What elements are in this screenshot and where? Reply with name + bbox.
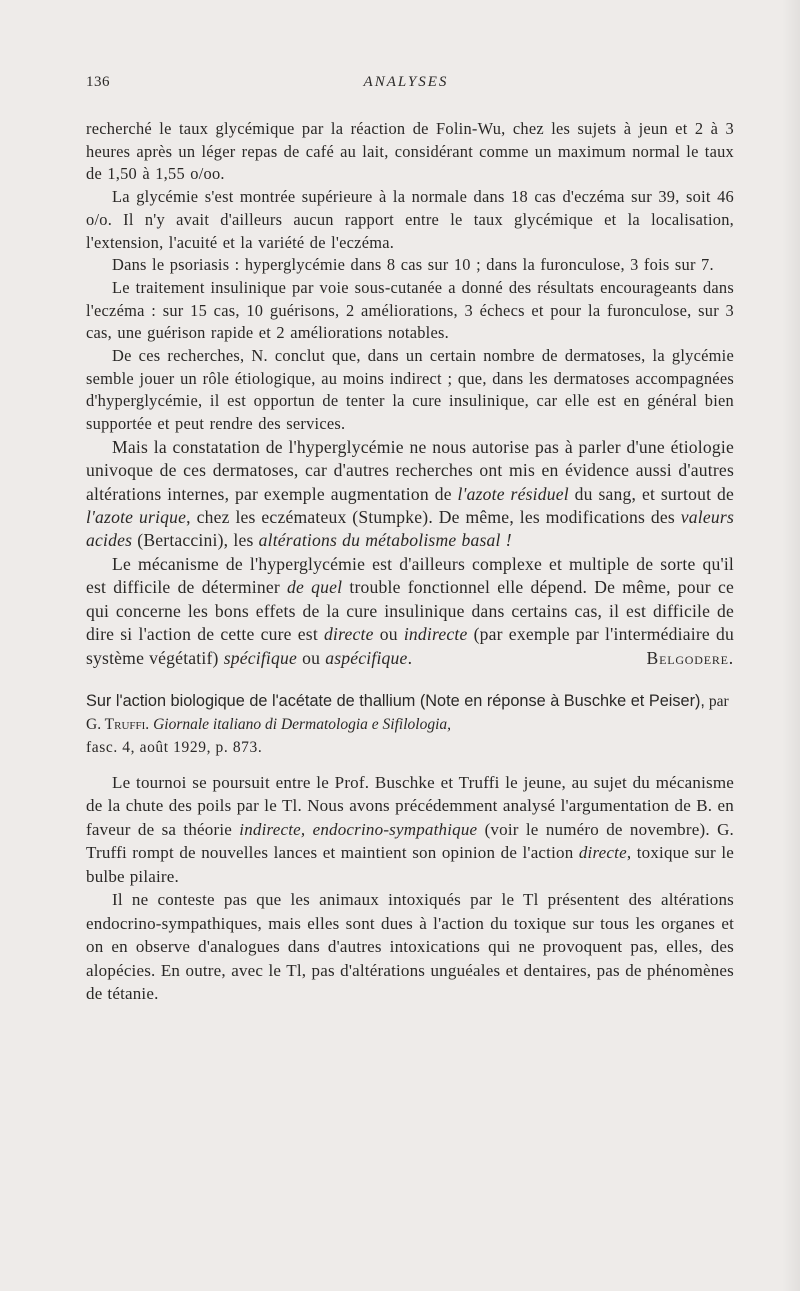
journal-reference: fasc. 4, août 1929, p. 873.	[86, 738, 263, 756]
italic-term: de quel	[287, 577, 343, 598]
paragraph	[86, 771, 734, 889]
journal-name: Giornale italiano di Dermatologia e Sifilologia,	[149, 715, 451, 733]
article-1-commentary	[86, 436, 734, 670]
text-run: Le mécanisme de l'hyperglycémie est d'ailleurs complexe et multiple de sorte qu'il est difficile de déterminer	[86, 553, 734, 598]
article-title: Sur l'action biologique de l'acétate de thallium (Note en réponse à Buschke et Peiser),	[86, 691, 705, 710]
paragraph: recherché le taux glycémique par la réaction de Folin-Wu, chez les sujets à jeun et 2 à 3 heures après un léger repas de café au lait, considérant comme un maximum normal le taux de 1,50 à 1,55 o/oo.	[86, 119, 734, 184]
text-run: ou	[297, 647, 326, 668]
italic-term: indirecte	[403, 624, 468, 645]
paragraph: Il ne conteste pas que les animaux intoxiqués par le Tl présentent des altérations endocrino-sympathiques, mais elles sont dues à l'action du toxique sur tous les organes et on en observe d'analogues dans d'autres intoxications qui ne provoquent pas, elles, des alopécies. En outre, avec le Tl, pas d'altérations unguéales et dentaires, pas de phénomènes de tétanie.	[86, 890, 734, 1004]
text-run: (par exemple par l'intermédiaire du système végétatif)	[86, 624, 734, 668]
italic-term: indirecte, endocrino-sympathique	[239, 819, 478, 839]
running-head: ANALYSES	[363, 74, 449, 90]
italic-term: l'azote urique	[86, 507, 187, 528]
italic-term: spécifique	[223, 647, 298, 668]
text-run: , toxique sur le bulbe pilaire.	[86, 843, 734, 886]
page-edge-shadow	[782, 0, 800, 1291]
text-run: .	[407, 647, 413, 668]
text-run: , chez les eczémateux (Stumpke). De même, les modifications des	[186, 507, 681, 528]
paragraph: Le traitement insulinique par voie sous-cutanée a donné des résultats encourageants dans l'eczéma : sur 15 cas, 10 guérisons, 2 améliorations, 3 échecs et pour la furonculose, sur 3 cas, une guérison rapide et 2 améliorations notables.	[86, 277, 734, 343]
article-2-body	[86, 771, 734, 1006]
page-number: 136	[86, 74, 110, 90]
byline-by: par	[704, 692, 729, 710]
text-run: Le tournoi se poursuit entre le Prof. Buschke et Truffi le jeune, au sujet du mécanisme de la chute des poils par le Tl. Nous avons précédemment analysé l'argumentation de B. en faveur de sa théorie	[86, 772, 734, 839]
text-run: du sang, et surtout de	[568, 483, 734, 504]
italic-term: aspécifique	[325, 647, 408, 668]
author-signature: Belgodere.	[646, 647, 734, 668]
text-run: Mais la constatation de l'hyperglycémie ne nous autorise pas à parler d'une étiologie univoque de ces dermatoses, car d'autres recherches ont mis en évidence aussi d'autres altérations internes, par exemple augmentation de	[86, 436, 734, 504]
italic-term: l'azote résiduel	[457, 483, 569, 504]
page-header	[86, 74, 726, 96]
paragraph: La glycémie s'est montrée supérieure à la normale dans 18 cas d'eczéma sur 39, soit 46 o/o. Il n'y avait d'ailleurs aucun rapport entre le taux glycémique et la localisation, l'extension, l'acuité et la variété de l'eczéma.	[86, 187, 734, 252]
italic-term: altérations du métabolisme basal !	[258, 530, 512, 551]
article-2-heading	[86, 690, 734, 759]
text-run: (voir le numéro de novembre). G. Truffi rompt de nouvelles lances et maintient son opinion de l'action	[86, 819, 734, 863]
text-run: ou	[373, 624, 404, 645]
page-body	[86, 118, 734, 1006]
paragraph	[86, 436, 734, 553]
italic-term: directe	[578, 843, 627, 863]
paragraph: De ces recherches, N. conclut que, dans un certain nombre de dermatoses, la glycémie semble jouer un rôle étiologique, au moins indirect ; que, dans les dermatoses accompagnées d'hyperglycémie, il est opportun de tenter la cure insulinique, car elle est en général bien supportée et peut rendre des services.	[86, 346, 734, 434]
article-1-small-text	[86, 118, 734, 436]
italic-term: directe	[324, 624, 374, 645]
text-run: (Bertaccini), les	[132, 530, 259, 551]
italic-term: valeurs acides	[86, 507, 734, 551]
text-run: trouble fonctionnel elle dépend. De même, pour ce qui concerne les bons effets de la cure insulinique dans certains cas, il est difficile de dire si l'action de cette cure est	[86, 577, 735, 645]
paragraph	[86, 553, 734, 670]
paragraph: Dans le psoriasis : hyperglycémie dans 8 cas sur 10 ; dans la furonculose, 3 fois sur 7.	[112, 255, 714, 275]
article-author: G. Truffi.	[86, 715, 150, 733]
